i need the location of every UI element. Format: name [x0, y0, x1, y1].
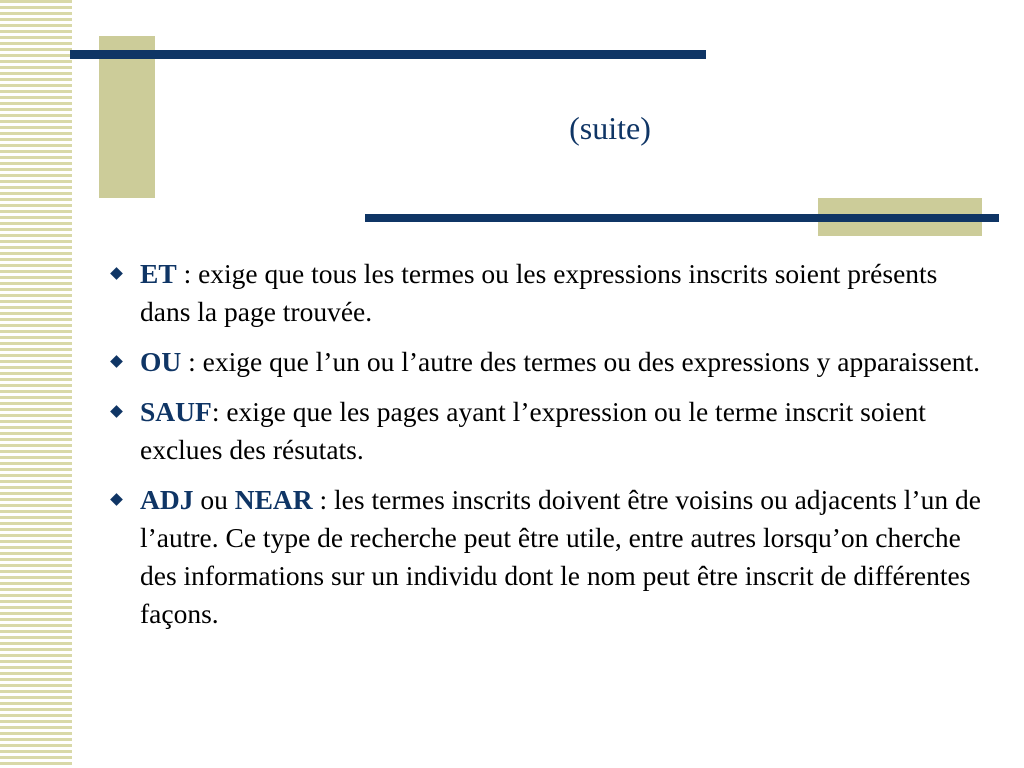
title-rule-bottom [365, 214, 999, 222]
bullet-item-et [108, 255, 988, 331]
bullet-term: ET [140, 258, 177, 289]
bullet-text: : exige que l’un ou l’autre des termes ou des expressions y apparaissent. [181, 346, 981, 377]
slide-title: (suite) [569, 110, 651, 146]
title-rule-top [70, 50, 706, 59]
diamond-bullet-icon [110, 355, 123, 368]
bullet-text: : exige que les pages ayant l’expression ou le terme inscrit soient exclues des résutats. [140, 396, 926, 465]
bullet-item-ou [108, 343, 988, 381]
bullet-term-secondary: NEAR [234, 484, 313, 515]
bullet-item-sauf [108, 393, 988, 469]
bullet-term: SAUF [140, 396, 212, 427]
diamond-bullet-icon [110, 405, 123, 418]
bullet-text: : exige que tous les termes ou les expressions inscrits soient présents dans la page trouvée. [140, 258, 938, 327]
bullet-text: : les termes inscrits doivent être voisins ou adjacents l’un de l’autre. Ce type de recherche peut être utile, entre autres lorsqu’on cherche des informations sur un individu dont le nom peut être inscrit de différentes façons. [140, 484, 981, 629]
decorative-tan-block-top [99, 36, 155, 198]
diamond-bullet-icon [110, 267, 123, 280]
diamond-bullet-icon [110, 493, 123, 506]
bullet-term: OU [140, 346, 182, 377]
bullet-term: ADJ [140, 484, 194, 515]
decorative-stripes [0, 0, 72, 768]
bullet-joiner: ou [193, 484, 235, 515]
bullet-list [108, 255, 988, 645]
bullet-item-adj-near [108, 481, 988, 633]
